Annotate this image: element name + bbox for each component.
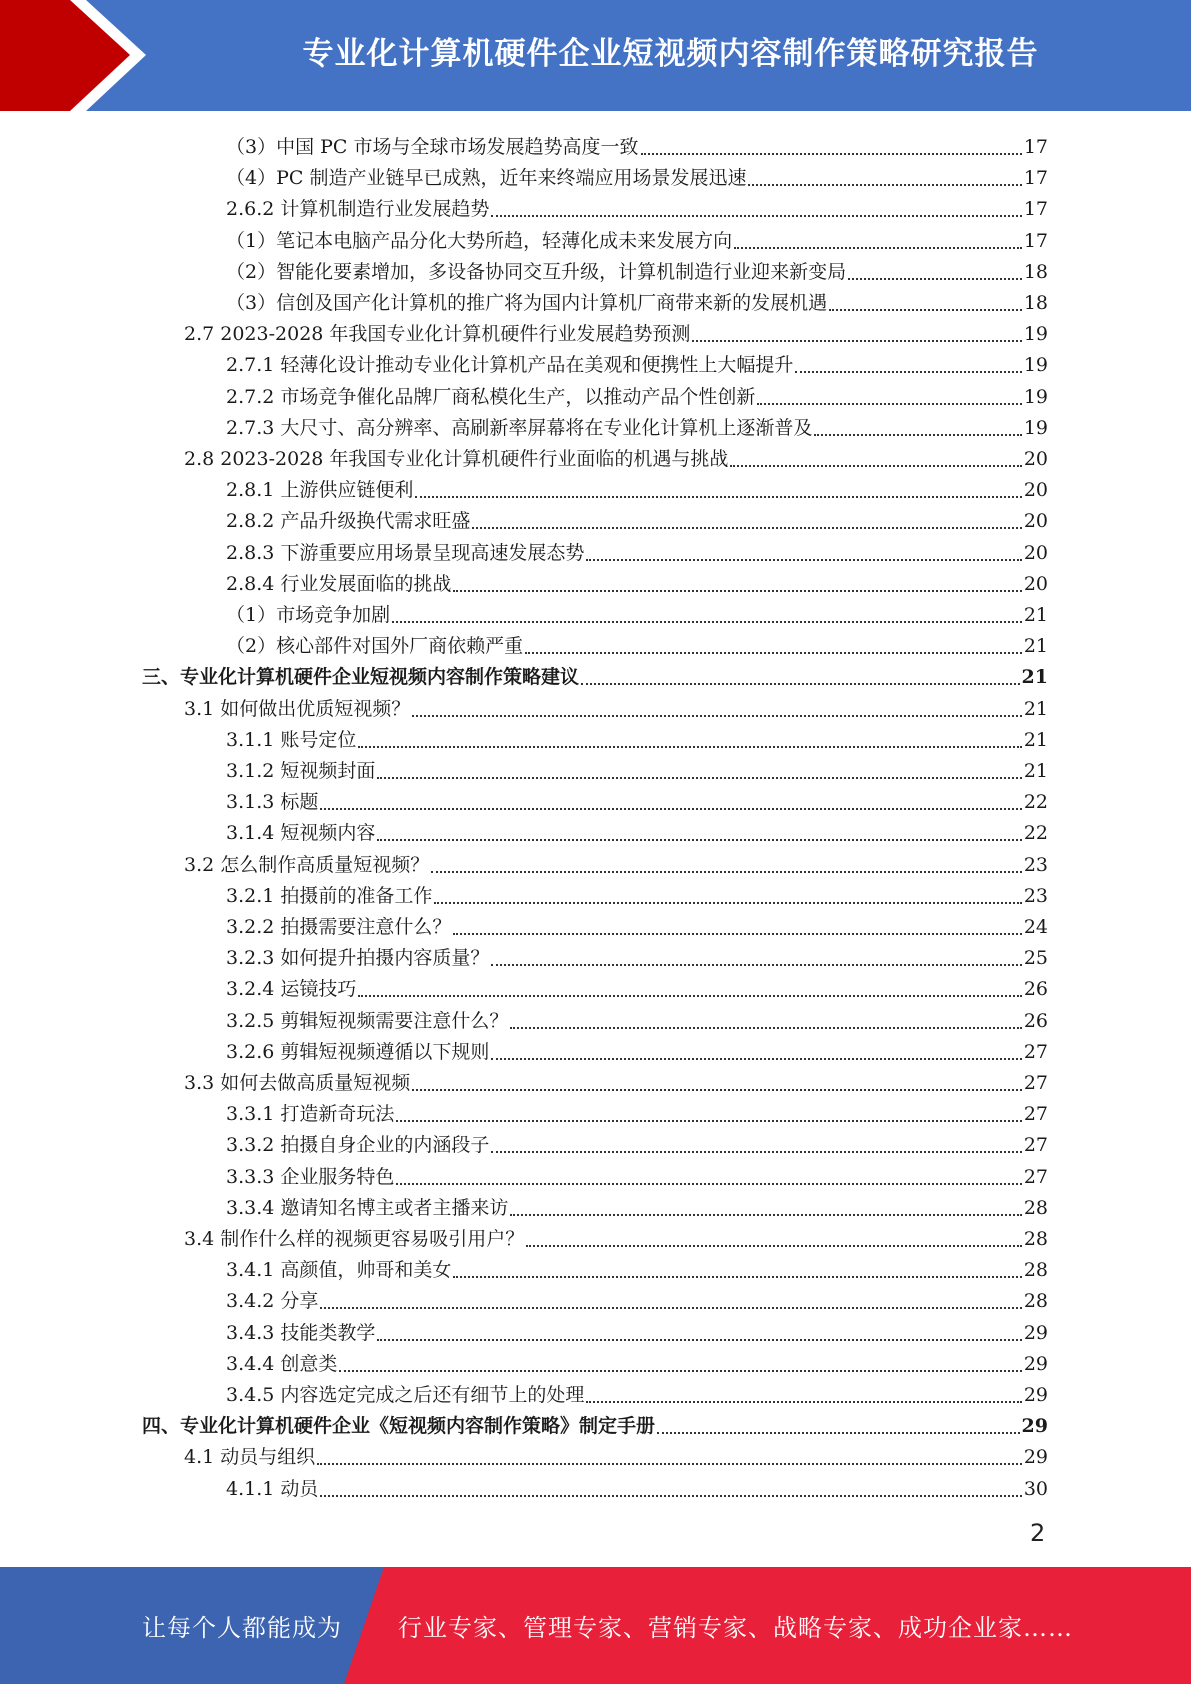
toc-entry-title: （3）信创及国产化计算机的推广将为国内计算机厂商带来新的发展机遇 (226, 292, 828, 314)
toc-entry-page: 22 (1023, 791, 1048, 814)
toc-leader-dots (415, 476, 1021, 498)
toc-entry[interactable] (226, 1470, 1048, 1501)
toc-entry[interactable] (226, 1033, 1048, 1064)
toc-entry-page: 25 (1023, 947, 1048, 970)
toc-entry-page: 20 (1023, 541, 1048, 564)
toc-leader-dots (641, 133, 1022, 155)
toc-entry-page: 27 (1023, 1040, 1048, 1063)
toc-leader-dots (412, 695, 1022, 717)
toc-leader-dots (392, 601, 1022, 623)
toc-leader-dots (320, 1287, 1021, 1309)
toc-leader-dots (586, 1381, 1021, 1403)
toc-leader-dots (491, 195, 1021, 217)
toc-entry-title: （1）笔记本电脑产品分化大势所趋，轻薄化成未来发展方向 (226, 229, 733, 252)
toc-entry[interactable] (226, 284, 1048, 315)
toc-leader-dots (757, 383, 1021, 405)
toc-entry-page: 29 (1021, 1415, 1048, 1438)
toc-leader-dots (320, 1475, 1021, 1497)
toc-leader-dots (510, 1194, 1021, 1216)
toc-leader-dots (734, 227, 1022, 249)
toc-leader-dots (748, 164, 1021, 186)
toc-entry[interactable] (142, 658, 1048, 689)
toc-entry-page: 23 (1023, 884, 1048, 907)
toc-entry-title: 3.2.1 拍摄前的准备工作 (226, 884, 433, 907)
toc-entry-title: （1）市场竞争加剧 (226, 604, 391, 626)
toc-leader-dots (581, 663, 1020, 685)
toc-entry-page: 28 (1023, 1259, 1048, 1282)
toc-entry-page: 19 (1023, 323, 1048, 346)
toc-entry[interactable] (184, 1438, 1048, 1469)
toc-entry-title: 4.1 动员与组织 (184, 1446, 316, 1469)
toc-entry[interactable] (226, 814, 1048, 845)
toc-leader-dots (396, 1100, 1021, 1122)
toc-entry[interactable] (226, 159, 1048, 190)
toc-entry-page: 24 (1023, 916, 1048, 938)
toc-entry-title: 3.2.4 运镜技巧 (226, 978, 357, 1001)
report-title: 专业化计算机硬件企业短视频内容制作策略研究报告 (302, 35, 1039, 72)
toc-entry[interactable] (226, 1189, 1048, 1220)
toc-entry-title: （3）中国 PC 市场与全球市场发展趋势高度一致 (226, 136, 639, 158)
toc-entry-page: 28 (1023, 1290, 1048, 1313)
toc-entry-title: 2.8.2 产品升级换代需求旺盛 (226, 510, 471, 533)
toc-leader-dots (453, 913, 1021, 935)
toc-entry[interactable] (226, 1314, 1048, 1345)
toc-entry-page: 19 (1023, 416, 1048, 439)
toc-entry-title: 3.2.2 拍摄需要注意什么？ (226, 916, 452, 938)
toc-entry-title: 3.4.2 分享 (226, 1290, 319, 1313)
toc-entry[interactable] (184, 690, 1048, 721)
toc-entry-title: 2.7.3 大尺寸、高分辨率、高刷新率屏幕将在专业化计算机上逐渐普及 (226, 416, 813, 439)
toc-entry[interactable] (184, 1064, 1048, 1095)
toc-leader-dots (320, 788, 1021, 810)
toc-entry-page: 30 (1023, 1477, 1048, 1500)
toc-entry-title: 3.2.3 如何提升拍摄内容质量？ (226, 947, 490, 970)
toc-entry-title: 3.1.1 账号定位 (226, 728, 357, 751)
toc-entry[interactable] (226, 1002, 1048, 1033)
toc-leader-dots (431, 851, 1022, 873)
toc-leader-dots (829, 289, 1022, 311)
footer-slogan-left: 让每个人都能成为 (142, 1614, 342, 1642)
toc-leader-dots (453, 570, 1021, 592)
toc-entry[interactable] (226, 1345, 1048, 1376)
toc-leader-dots (472, 507, 1021, 529)
toc-leader-dots (692, 320, 1021, 342)
toc-entry[interactable] (142, 1407, 1048, 1438)
toc-leader-dots (358, 975, 1021, 997)
toc-entry-page: 21 (1023, 635, 1048, 658)
toc-entry[interactable] (226, 534, 1048, 565)
toc-entry-title: （4）PC 制造产业链早已成熟，近年来终端应用场景发展迅速 (226, 167, 747, 190)
toc-entry-title: 3.3.3 企业服务特色 (226, 1165, 395, 1188)
toc-leader-dots (377, 757, 1021, 779)
toc-entry[interactable] (226, 502, 1048, 533)
toc-entry[interactable] (226, 1158, 1048, 1189)
toc-entry[interactable] (226, 1251, 1048, 1282)
toc-entry[interactable] (226, 378, 1048, 409)
toc-leader-dots (491, 1131, 1021, 1153)
toc-entry-page: 29 (1023, 1446, 1048, 1469)
toc-entry-title: 4.1.1 动员 (226, 1477, 319, 1500)
toc-entry-page: 22 (1023, 822, 1048, 845)
toc-entry[interactable] (226, 908, 1048, 939)
toc-entry-page: 27 (1023, 1165, 1048, 1188)
toc-entry[interactable] (184, 846, 1048, 877)
toc-entry-title: 3.1.3 标题 (226, 791, 319, 814)
toc-leader-dots (491, 944, 1021, 966)
toc-entry[interactable] (226, 128, 1048, 159)
toc-leader-dots (339, 1350, 1021, 1372)
toc-entry-page: 29 (1023, 1352, 1048, 1375)
toc-entry-title: 3.4.1 高颜值，帅哥和美女 (226, 1259, 452, 1282)
toc-entry-title: 3.3.1 打造新奇玩法 (226, 1103, 395, 1126)
toc-entry-page: 20 (1023, 479, 1048, 502)
toc-entry[interactable] (226, 190, 1048, 221)
toc-entry-page: 19 (1023, 354, 1048, 377)
toc-leader-dots (586, 539, 1021, 561)
toc-entry-page: 29 (1023, 1384, 1048, 1406)
toc-entry[interactable] (184, 440, 1048, 471)
toc-entry-title: 2.8.1 上游供应链便利 (226, 479, 414, 502)
toc-entry-title: 2.8.4 行业发展面临的挑战 (226, 572, 452, 595)
toc-entry-title: 3.2.6 剪辑短视频遵循以下规则 (226, 1040, 490, 1063)
toc-entry[interactable] (226, 939, 1048, 970)
toc-entry-page: 27 (1023, 1134, 1048, 1157)
toc-entry-page: 21 (1023, 760, 1048, 782)
toc-entry[interactable] (226, 1126, 1048, 1157)
toc-leader-dots (795, 351, 1021, 373)
toc-entry[interactable] (226, 970, 1048, 1001)
toc-entry-title: 2.6.2 计算机制造行业发展趋势 (226, 198, 490, 221)
toc-entry-page: 27 (1023, 1103, 1048, 1126)
toc-leader-dots (434, 882, 1021, 904)
toc-entry-title: 3.2.5 剪辑短视频需要注意什么？ (226, 1009, 509, 1032)
toc-entry-page: 26 (1023, 1009, 1048, 1032)
toc-entry-page: 21 (1021, 666, 1048, 689)
toc-leader-dots (525, 632, 1022, 654)
toc-entry-title: 3.1 如何做出优质短视频？ (184, 697, 411, 720)
toc-entry[interactable] (226, 471, 1048, 502)
footer-banner (0, 1567, 1191, 1684)
toc-entry-title: 3.4.3 技能类教学 (226, 1321, 376, 1344)
toc-leader-dots (377, 1319, 1021, 1341)
toc-leader-dots (358, 726, 1021, 748)
toc-entry-page: 21 (1023, 728, 1048, 751)
toc-entry-title: 2.8.3 下游重要应用场景呈现高速发展态势 (226, 541, 585, 564)
toc-entry-title: 2.8 2023-2028 年我国专业化计算机硬件行业面临的机遇与挑战 (184, 448, 729, 470)
toc-entry[interactable] (226, 1376, 1048, 1407)
toc-entry-page: 17 (1023, 167, 1048, 190)
toc-entry-title: 3.3.2 拍摄自身企业的内涵段子 (226, 1134, 490, 1157)
toc-leader-dots (396, 1163, 1021, 1185)
toc-entry-title: 3.3 如何去做高质量短视频 (184, 1072, 411, 1094)
toc-entry-page: 18 (1023, 260, 1048, 283)
toc-entry[interactable] (226, 627, 1048, 658)
toc-entry-page: 20 (1023, 572, 1048, 595)
toc-entry[interactable] (226, 596, 1048, 627)
toc-entry-page: 29 (1023, 1321, 1048, 1344)
toc-leader-dots (453, 1256, 1021, 1278)
toc-entry[interactable] (226, 222, 1048, 253)
toc-entry[interactable] (226, 409, 1048, 440)
toc-entry-title: 3.4.4 创意类 (226, 1352, 338, 1375)
toc-entry-page: 21 (1023, 604, 1048, 626)
toc-leader-dots (848, 258, 1022, 280)
page-number: 2 (1030, 1519, 1046, 1547)
toc-entry[interactable] (226, 253, 1048, 284)
toc-leader-dots (814, 414, 1021, 436)
footer-slogan-right: 行业专家、管理专家、营销专家、战略专家、成功企业家…… (398, 1614, 1073, 1642)
toc-entry[interactable] (226, 346, 1048, 377)
toc-entry[interactable] (226, 565, 1048, 596)
toc-entry-page: 23 (1023, 853, 1048, 876)
toc-leader-dots (317, 1443, 1022, 1465)
toc-entry[interactable] (226, 752, 1048, 783)
toc-entry-title: 3.2 怎么制作高质量短视频？ (184, 853, 430, 876)
toc-entry-page: 20 (1023, 510, 1048, 533)
red-chevron-decoration (0, 0, 150, 111)
toc-entry[interactable] (184, 315, 1048, 346)
report-header (0, 0, 1191, 111)
toc-leader-dots (526, 1225, 1022, 1247)
toc-entry[interactable] (226, 783, 1048, 814)
toc-entry-page: 19 (1023, 385, 1048, 408)
toc-leader-dots (412, 1069, 1022, 1091)
toc-entry-title: 3.1.4 短视频内容 (226, 822, 376, 845)
toc-leader-dots (510, 1007, 1021, 1029)
toc-entry[interactable] (226, 721, 1048, 752)
toc-entry-page: 27 (1023, 1072, 1048, 1094)
toc-entry-page: 26 (1023, 978, 1048, 1001)
toc-entry-title: （2）核心部件对国外厂商依赖严重 (226, 635, 524, 658)
toc-leader-dots (377, 819, 1021, 841)
toc-leader-dots (730, 445, 1021, 467)
toc-entry-title: 2.7 2023-2028 年我国专业化计算机硬件行业发展趋势预测 (184, 323, 691, 346)
toc-leader-dots (657, 1412, 1020, 1434)
toc-entry-page: 21 (1023, 697, 1048, 720)
toc-leader-dots (491, 1038, 1021, 1060)
toc-entry[interactable] (226, 1095, 1048, 1126)
toc-entry-title: 2.7.1 轻薄化设计推动专业化计算机产品在美观和便携性上大幅提升 (226, 354, 794, 377)
toc-entry-page: 17 (1023, 229, 1048, 252)
toc-entry-page: 28 (1023, 1196, 1048, 1219)
toc-entry-title: 2.7.2 市场竞争催化品牌厂商私模化生产，以推动产品个性创新 (226, 385, 756, 408)
toc-entry-title: 3.4 制作什么样的视频更容易吸引用户？ (184, 1228, 525, 1250)
toc-entry-page: 20 (1023, 448, 1048, 470)
toc-entry-page: 17 (1023, 136, 1048, 158)
toc-entry[interactable] (184, 1220, 1048, 1251)
toc-entry[interactable] (226, 877, 1048, 908)
toc-entry[interactable] (226, 1282, 1048, 1313)
toc-entry-page: 17 (1023, 198, 1048, 221)
toc-entry-title: 3.3.4 邀请知名博主或者主播来访 (226, 1196, 509, 1219)
toc-entry-page: 28 (1023, 1228, 1048, 1250)
toc-entry-title: 3.4.5 内容选定完成之后还有细节上的处理 (226, 1384, 585, 1406)
toc-entry-title: 四、专业化计算机硬件企业《短视频内容制作策略》制定手册 (142, 1415, 656, 1438)
toc-entry-title: （2）智能化要素增加，多设备协同交互升级，计算机制造行业迎来新变局 (226, 260, 847, 283)
toc-entry-title: 三、专业化计算机硬件企业短视频内容制作策略建议 (142, 666, 580, 689)
toc-entry-title: 3.1.2 短视频封面 (226, 760, 376, 782)
toc-entry-page: 18 (1023, 292, 1048, 314)
